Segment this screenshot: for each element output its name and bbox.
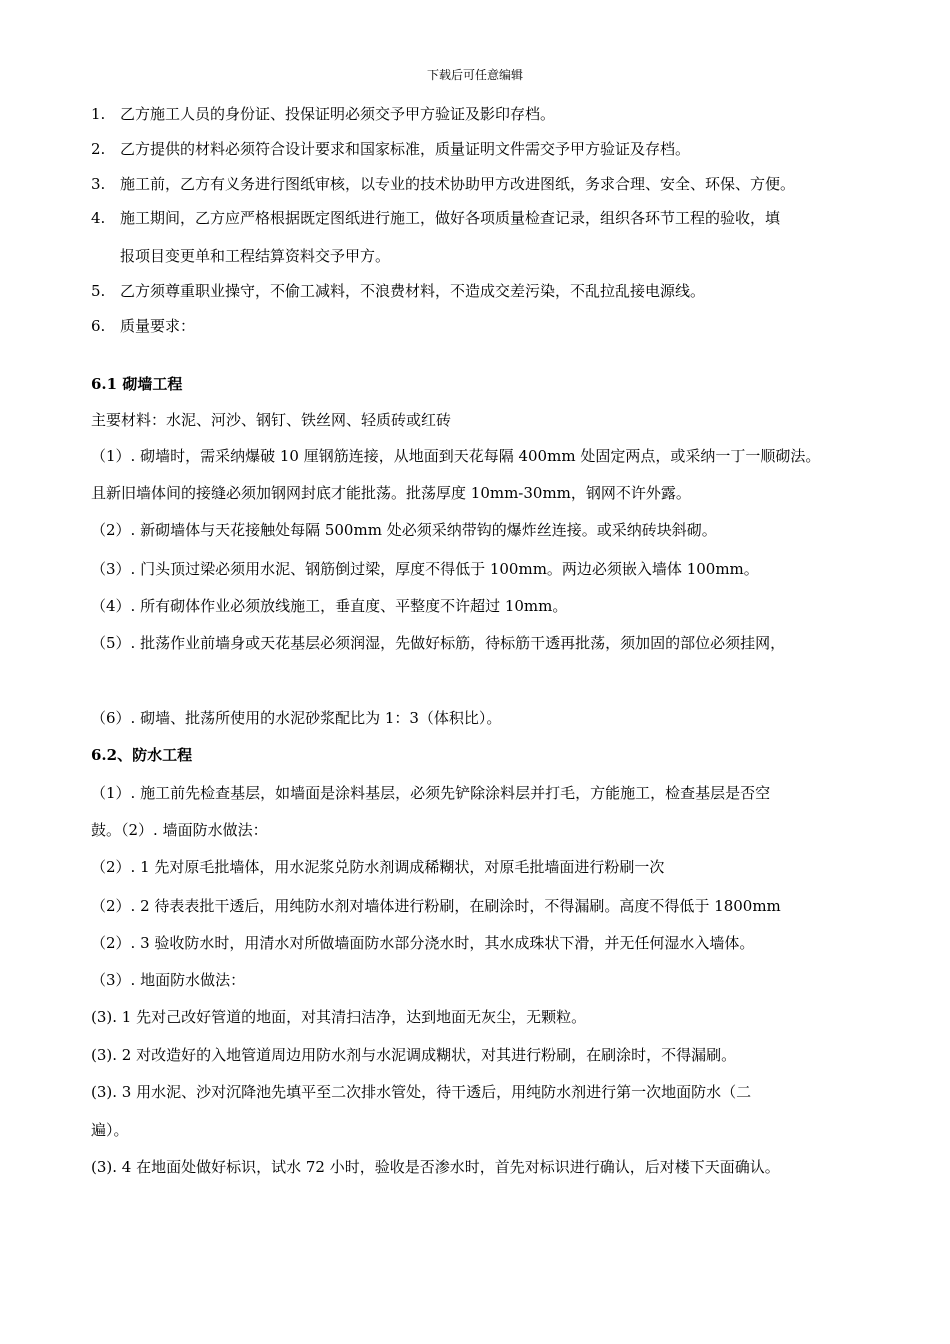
section-2-line: （1）. 施工前先检查基层，如墙面是涂料基层，必须先铲除涂料层并打毛，方能施工，检查基层是否空 — [91, 784, 771, 802]
item-text: 乙方施工人员的身份证、投保证明必须交予甲方验证及影印存档。 — [120, 105, 556, 123]
item-text: 施工前，乙方有义务进行图纸审核，以专业的技术协助甲方改进图纸，务求合理、安全、环保、方便。 — [120, 175, 796, 193]
item-text: 质量要求： — [120, 317, 196, 335]
numbered-item-4-continued: 报项目变更单和工程结算资料交予甲方。 — [120, 247, 391, 265]
section-2-line: (3). 1 先对己改好管道的地面，对其清扫洁净，达到地面无灰尘，无颗粒。 — [91, 1008, 587, 1026]
item-number: 6. — [91, 317, 106, 335]
item-number: 3. — [91, 175, 106, 193]
section-2-line: (3). 4 在地面处做好标识，试水 72 小时，验收是否渗水时，首先对标识进行确认，后对楼下天面确认。 — [91, 1158, 780, 1176]
item-text: 施工期间，乙方应严格根据既定图纸进行施工，做好各项质量检查记录，组织各环节工程的验收，填 — [120, 209, 781, 227]
numbered-item-2 — [91, 139, 690, 159]
section-1-line: （3）. 门头顶过梁必须用水泥、钢筋倒过梁，厚度不得低于 100mm。两边必须嵌入墙体 100mm。 — [91, 560, 759, 578]
section-1-line: 且新旧墙体间的接缝必须加钢网封底才能批荡。批荡厚度 10mm-30mm，钢网不许外露。 — [91, 484, 691, 502]
numbered-item-3 — [91, 174, 795, 194]
section-1-line: （2）. 新砌墙体与天花接触处每隔 500mm 处必须采纳带钩的爆炸丝连接。或采纳砖块斜砌。 — [91, 521, 717, 539]
page-header: 下载后可任意编辑 — [426, 68, 523, 82]
numbered-item-1 — [91, 104, 555, 124]
item-number: 1. — [91, 105, 106, 123]
section-1-title: 6.1 砌墙工程 — [91, 375, 183, 393]
numbered-item-6 — [91, 316, 195, 336]
section-2-line: 鼓。（2）. 墙面防水做法： — [91, 821, 268, 839]
numbered-item-5 — [91, 281, 705, 301]
numbered-item-4 — [91, 208, 780, 228]
section-2-line: (3). 3 用水泥、沙对沉降池先填平至二次排水管处，待干透后，用纯防水剂进行第一次地面防水（二 — [91, 1083, 752, 1101]
item-text: 乙方提供的材料必须符合设计要求和国家标准，质量证明文件需交予甲方验证及存档。 — [120, 140, 691, 158]
section-2-line: （2）. 2 待表表批干透后，用纯防水剂对墙体进行粉刷，在刷涂时，不得漏刷。高度不得低于 1800mm — [91, 897, 781, 915]
section-2-line: 遍）。 — [91, 1121, 129, 1139]
section-2-title: 6.2、防水工程 — [91, 746, 193, 764]
section-1-line: （6）. 砌墙、批荡所使用的水泥砂浆配比为 1：3（体积比）。 — [91, 709, 502, 727]
section-1-materials: 主要材料：水泥、河沙、钢钉、铁丝网、轻质砖或红砖 — [91, 411, 452, 429]
section-1-line: （1）. 砌墙时，需采纳爆破 10 厘钢筋连接，从地面到天花每隔 400mm 处固定两点，或采纳一丁一顺砌法。 — [91, 447, 821, 465]
item-number: 5. — [91, 282, 106, 300]
item-number: 4. — [91, 209, 106, 227]
item-number: 2. — [91, 140, 106, 158]
section-1-line: （5）. 批荡作业前墙身或天花基层必须润湿，先做好标筋，待标筋干透再批荡，须加固的部位必须挂网， — [91, 634, 786, 652]
section-2-line: （3）. 地面防水做法： — [91, 971, 246, 989]
section-2-line: （2）. 3 验收防水时，用清水对所做墙面防水部分浇水时，其水成珠状下滑，并无任何湿水入墙体。 — [91, 934, 755, 952]
section-1-line: （4）. 所有砌体作业必须放线施工，垂直度、平整度不许超过 10mm。 — [91, 597, 568, 615]
section-2-line: （2）. 1 先对原毛批墙体，用水泥浆兑防水剂调成稀糊状，对原毛批墙面进行粉刷一次 — [91, 858, 665, 876]
section-2-line: (3). 2 对改造好的入地管道周边用防水剂与水泥调成糊状，对其进行粉刷，在刷涂时，不得漏刷。 — [91, 1046, 737, 1064]
item-text: 乙方须尊重职业操守，不偷工减料，不浪费材料，不造成交差污染，不乱拉乱接电源线。 — [120, 282, 706, 300]
